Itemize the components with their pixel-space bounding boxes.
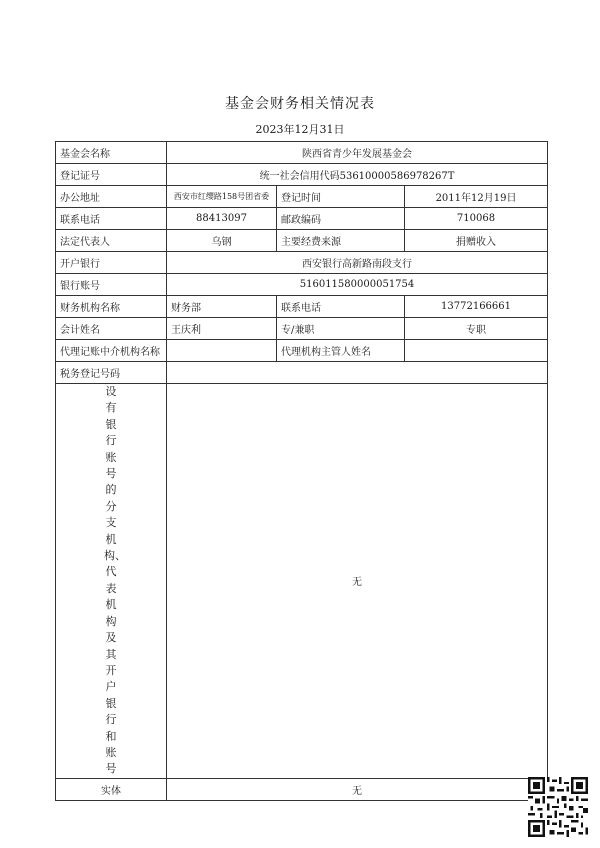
- postal-code-value: 710068: [405, 208, 548, 230]
- entity-label: 实体: [56, 778, 167, 800]
- table-row: [56, 142, 548, 164]
- phone-value: 88413097: [167, 208, 277, 230]
- document-title: 基金会财务相关情况表: [225, 96, 375, 112]
- branch-accounts-label-text: 设有银行账号的分支机构、代表机构及其开户银行和账号: [104, 385, 126, 776]
- accountant-name-value: 王庆利: [167, 318, 277, 340]
- agency-head-value: [405, 340, 548, 362]
- finance-phone-label: 联系电话: [277, 296, 405, 318]
- branch-accounts-value: 无: [167, 384, 548, 779]
- office-address-label: 办公地址: [56, 186, 167, 208]
- agency-name-value: [167, 340, 277, 362]
- employment-type-value: 专职: [405, 318, 548, 340]
- qr-code: [528, 777, 588, 837]
- registration-number-value: 统一社会信用代码53610000586978267T: [167, 164, 548, 186]
- document-date: 2023年12月31日: [255, 123, 345, 136]
- office-address-value: 西安市红缨路158号团省委: [167, 186, 277, 208]
- postal-code-label: 邮政编码: [277, 208, 405, 230]
- tax-number-label: 税务登记号码: [56, 362, 167, 384]
- agency-name-label: 代理记账中介机构名称: [56, 340, 167, 362]
- table-row: [56, 208, 548, 230]
- branch-accounts-label: [56, 384, 167, 779]
- bank-label: 开户银行: [56, 252, 167, 274]
- bank-value: 西安银行高新路南段支行: [167, 252, 548, 274]
- registration-time-value: 2011年12月19日: [405, 186, 548, 208]
- bank-account-label: 银行账号: [56, 274, 167, 296]
- entity-value: 无: [167, 778, 548, 800]
- table-row: [56, 318, 548, 340]
- finance-phone-value: 13772166661: [405, 296, 548, 318]
- table-row: [56, 362, 548, 384]
- legal-rep-label: 法定代表人: [56, 230, 167, 252]
- agency-head-label: 代理机构主管人姓名: [277, 340, 405, 362]
- funding-source-value: 捐赠收入: [405, 230, 548, 252]
- finance-dept-label: 财务机构名称: [56, 296, 167, 318]
- legal-rep-value: 乌钢: [167, 230, 277, 252]
- funding-source-label: 主要经费来源: [277, 230, 405, 252]
- finance-info-table: [55, 141, 548, 801]
- employment-type-label: 专/兼职: [277, 318, 405, 340]
- phone-label: 联系电话: [56, 208, 167, 230]
- table-row: [56, 296, 548, 318]
- table-row: [56, 252, 548, 274]
- table-row: [56, 164, 548, 186]
- foundation-name-label: 基金会名称: [56, 142, 167, 164]
- foundation-name-value: 陕西省青少年发展基金会: [167, 142, 548, 164]
- tax-number-value: [167, 362, 548, 384]
- bank-account-value: 516011580000051754: [167, 274, 548, 296]
- table-row: [56, 778, 548, 800]
- table-row: [56, 274, 548, 296]
- table-row: [56, 186, 548, 208]
- accountant-name-label: 会计姓名: [56, 318, 167, 340]
- table-row: [56, 230, 548, 252]
- table-row: [56, 384, 548, 779]
- finance-dept-value: 财务部: [167, 296, 277, 318]
- registration-number-label: 登记证号: [56, 164, 167, 186]
- table-row: [56, 340, 548, 362]
- registration-time-label: 登记时间: [277, 186, 405, 208]
